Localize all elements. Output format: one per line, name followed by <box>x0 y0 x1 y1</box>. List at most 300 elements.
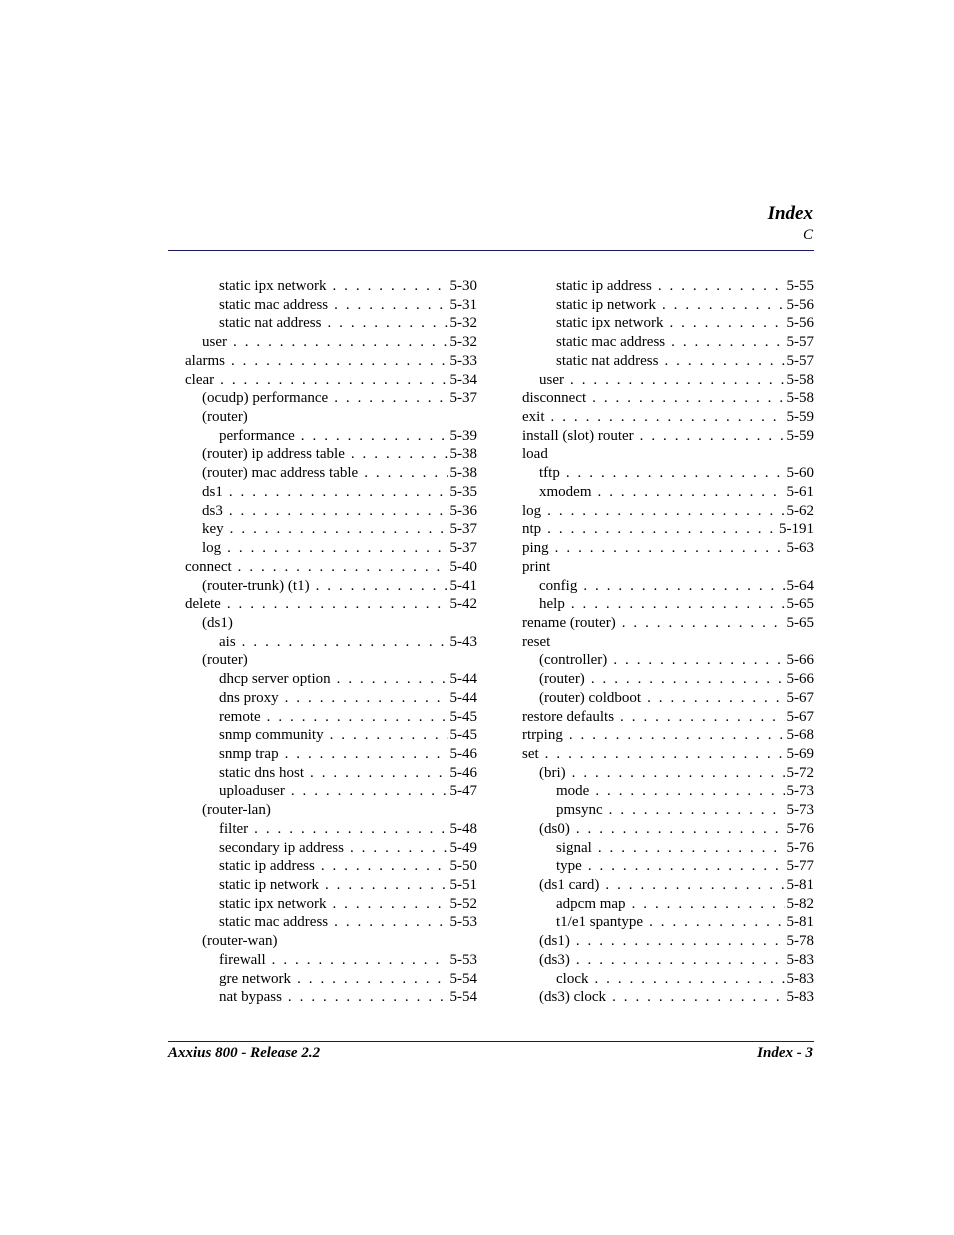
index-page-ref: 5-38 <box>449 465 477 482</box>
index-page-ref: 5-37 <box>449 540 477 557</box>
index-term: nat bypass <box>219 989 282 1006</box>
index-term: (router) <box>202 409 248 426</box>
index-entry <box>522 895 814 914</box>
index-entry <box>522 520 814 539</box>
index-page-ref: 5-191 <box>779 521 814 538</box>
index-term: mode <box>556 783 590 800</box>
index-page-ref: 5-56 <box>786 296 814 313</box>
index-term: config <box>539 577 578 594</box>
index-term: (bri) <box>539 764 566 781</box>
index-entry <box>185 333 477 352</box>
index-page-ref: 5-45 <box>449 708 477 725</box>
index-term: (ds0) <box>539 820 570 837</box>
dot-leader <box>327 314 447 333</box>
index-entry <box>185 296 477 315</box>
index-term: ds1 <box>202 483 223 500</box>
index-page-ref: 5-38 <box>449 446 477 463</box>
index-entry <box>185 970 477 989</box>
index-page-ref: 5-73 <box>786 802 814 819</box>
index-page-ref: 5-48 <box>449 820 477 837</box>
index-page-ref: 5-63 <box>786 540 814 557</box>
index-entry <box>185 577 477 596</box>
index-page-ref: 5-58 <box>786 390 814 407</box>
index-term: secondary ip address <box>219 839 344 856</box>
index-entry <box>185 539 477 558</box>
index-page-ref: 5-60 <box>786 465 814 482</box>
index-entry <box>522 296 814 315</box>
index-term: (ds1 card) <box>539 877 600 893</box>
dot-leader <box>242 633 448 652</box>
index-page-ref: 5-65 <box>786 596 814 613</box>
index-entry <box>185 352 477 371</box>
dot-leader <box>622 614 785 633</box>
footer-rule <box>168 1041 814 1042</box>
index-term: static ip address <box>219 858 315 875</box>
index-page-ref: 5-56 <box>786 315 814 332</box>
index-column-right <box>522 277 814 1007</box>
index-entry <box>185 764 477 783</box>
index-entry <box>185 445 477 464</box>
index-page-ref: 5-83 <box>786 989 814 1006</box>
index-term: static ip network <box>556 296 656 313</box>
index-term: ntp <box>522 521 542 538</box>
index-term: disconnect <box>522 390 587 407</box>
index-entry <box>522 651 814 670</box>
index-term: load <box>522 446 548 463</box>
index-term: connect <box>185 558 232 575</box>
dot-leader <box>594 970 784 989</box>
index-entry <box>522 708 814 727</box>
dot-leader <box>576 951 785 970</box>
index-term: (ds1) <box>539 933 570 950</box>
dot-leader <box>649 913 784 932</box>
index-entry <box>185 558 477 577</box>
index-entry <box>185 820 477 839</box>
index-page-ref: 5-66 <box>786 671 814 688</box>
section-letter: C <box>802 227 813 243</box>
index-page-ref: 5-53 <box>449 914 477 931</box>
dot-leader <box>297 970 447 989</box>
page-title: Index <box>767 203 813 224</box>
index-page-ref: 5-39 <box>449 427 477 444</box>
index-page-ref: 5-49 <box>449 839 477 856</box>
index-page-ref: 5-53 <box>449 951 477 968</box>
dot-leader <box>337 670 448 689</box>
index-entry <box>185 277 477 296</box>
index-entry <box>185 839 477 858</box>
index-term: (router) mac address table <box>202 465 359 482</box>
index-term: static ipx network <box>556 315 664 332</box>
index-term: uploaduser <box>219 783 285 800</box>
footer-page-number: Index - 3 <box>757 1045 813 1061</box>
index-entry <box>522 577 814 596</box>
index-term: ais <box>219 633 236 650</box>
dot-leader <box>551 408 785 427</box>
index-page-ref: 5-52 <box>449 895 477 912</box>
index-entry <box>522 408 814 427</box>
dot-leader <box>620 708 784 727</box>
dot-leader <box>316 577 448 596</box>
footer-doc-title: Axxius 800 - Release 2.2 <box>168 1045 321 1061</box>
dot-leader <box>613 651 784 670</box>
index-entry <box>185 633 477 652</box>
index-page-ref: 5-77 <box>786 858 814 875</box>
dot-leader <box>547 502 784 521</box>
index-entry <box>522 558 814 577</box>
index-term: type <box>556 858 582 875</box>
index-entry <box>522 820 814 839</box>
dot-leader <box>332 895 447 914</box>
index-entry <box>522 314 814 333</box>
index-page-ref: 5-57 <box>786 334 814 351</box>
index-entry <box>185 464 477 483</box>
index-entry <box>185 857 477 876</box>
index-entry <box>185 708 477 727</box>
dot-leader <box>576 932 785 951</box>
index-entry <box>185 614 477 633</box>
dot-leader <box>233 333 448 352</box>
index-page-ref: 5-83 <box>786 970 814 987</box>
index-term: dns proxy <box>219 689 279 706</box>
index-page-ref: 5-59 <box>786 427 814 444</box>
index-entry <box>522 801 814 820</box>
dot-leader <box>576 820 785 839</box>
index-page-ref: 5-40 <box>449 558 477 575</box>
index-term: xmodem <box>539 483 592 500</box>
dot-leader <box>321 857 448 876</box>
index-entry <box>522 633 814 652</box>
dot-leader <box>334 913 447 932</box>
dot-leader <box>310 764 448 783</box>
index-page-ref: 5-30 <box>449 278 477 294</box>
index-page-ref: 5-58 <box>786 371 814 388</box>
dot-leader <box>598 839 785 858</box>
dot-leader <box>571 595 785 614</box>
index-page-ref: 5-41 <box>449 577 477 594</box>
index-term: (router) ip address table <box>202 446 345 463</box>
index-entry <box>185 988 477 1007</box>
index-page-ref: 5-78 <box>786 933 814 950</box>
index-page-ref: 5-54 <box>449 970 477 987</box>
index-entry <box>522 932 814 951</box>
index-entry <box>185 520 477 539</box>
dot-leader <box>332 277 447 296</box>
index-term: ds3 <box>202 502 223 519</box>
index-entry <box>522 483 814 502</box>
index-term: t1/e1 spantype <box>556 914 644 931</box>
index-term: gre network <box>219 970 292 987</box>
index-term: tftp <box>539 465 560 482</box>
dot-leader <box>545 745 785 764</box>
index-term: signal <box>556 839 592 856</box>
index-entry <box>522 445 814 464</box>
dot-leader <box>609 801 785 820</box>
dot-leader <box>612 988 784 1007</box>
index-term: (router-lan) <box>202 802 271 819</box>
dot-leader <box>351 445 448 464</box>
index-entry <box>185 876 477 895</box>
index-page-ref: 5-57 <box>786 352 814 369</box>
index-entry <box>185 408 477 427</box>
dot-leader <box>220 371 447 390</box>
dot-leader <box>254 820 447 839</box>
index-term: remote <box>219 708 261 725</box>
index-entry <box>522 389 814 408</box>
index-term: firewall <box>219 951 266 968</box>
index-page-ref: 5-82 <box>786 895 814 912</box>
index-term: dhcp server option <box>219 671 331 688</box>
index-term: static nat address <box>219 315 322 332</box>
index-page-ref: 5-55 <box>786 278 814 294</box>
index-page-ref: 5-67 <box>786 689 814 706</box>
dot-leader <box>227 595 448 614</box>
index-page-ref: 5-44 <box>449 689 477 706</box>
dot-leader <box>569 726 785 745</box>
index-term: (router-wan) <box>202 933 278 950</box>
index-entry <box>185 726 477 745</box>
dot-leader <box>288 988 448 1007</box>
dot-leader <box>662 296 785 315</box>
index-page-ref: 5-73 <box>786 783 814 800</box>
index-entry <box>185 595 477 614</box>
index-entry <box>522 539 814 558</box>
index-term: static mac address <box>219 914 329 931</box>
dot-leader <box>229 502 448 521</box>
index-term: key <box>202 521 224 538</box>
dot-leader <box>364 464 447 483</box>
dot-leader <box>598 483 785 502</box>
index-entry <box>185 745 477 764</box>
index-page-ref: 5-50 <box>449 858 477 875</box>
index-entry <box>185 371 477 390</box>
dot-leader <box>572 764 785 783</box>
index-term: clear <box>185 371 215 388</box>
dot-leader <box>669 314 784 333</box>
dot-leader <box>227 539 447 558</box>
index-term: print <box>522 558 551 575</box>
dot-leader <box>547 520 777 539</box>
index-term: (router) coldboot <box>539 689 642 706</box>
dot-leader <box>592 389 784 408</box>
index-entry <box>522 427 814 446</box>
index-term: reset <box>522 633 551 650</box>
index-term: exit <box>522 409 545 426</box>
index-entry <box>522 614 814 633</box>
index-entry <box>185 782 477 801</box>
dot-leader <box>350 839 448 858</box>
dot-leader <box>583 577 784 596</box>
index-term: rtrping <box>522 727 563 744</box>
index-term: snmp trap <box>219 745 279 762</box>
index-page-ref: 5-32 <box>449 334 477 351</box>
dot-leader <box>267 708 448 727</box>
index-page-ref: 5-76 <box>786 839 814 856</box>
dot-leader <box>671 333 784 352</box>
dot-leader <box>330 726 448 745</box>
index-page-ref: 5-46 <box>449 745 477 762</box>
dot-leader <box>566 464 785 483</box>
index-term: (ds3) clock <box>539 989 607 1006</box>
index-page-ref: 5-61 <box>786 483 814 500</box>
index-term: install (slot) router <box>522 427 634 444</box>
index-page-ref: 5-59 <box>786 409 814 426</box>
index-term: (ocudp) performance <box>202 390 329 407</box>
index-entry <box>185 427 477 446</box>
index-entry <box>522 371 814 390</box>
index-page-ref: 5-81 <box>786 877 814 893</box>
index-term: static ipx network <box>219 278 327 294</box>
dot-leader <box>591 670 785 689</box>
index-term: log <box>522 502 542 519</box>
index-term: help <box>539 596 565 613</box>
index-page-ref: 5-72 <box>786 764 814 781</box>
index-page-ref: 5-66 <box>786 652 814 669</box>
index-term: alarms <box>185 352 225 369</box>
index-page-ref: 5-47 <box>449 783 477 800</box>
index-entry <box>522 670 814 689</box>
index-column-left <box>185 277 477 1007</box>
index-page-ref: 5-45 <box>449 727 477 744</box>
index-term: static mac address <box>219 296 329 313</box>
index-entry <box>185 651 477 670</box>
index-page-ref: 5-54 <box>449 989 477 1006</box>
index-entry <box>185 951 477 970</box>
dot-leader <box>334 389 447 408</box>
dot-leader <box>285 745 448 764</box>
index-term: static ip address <box>556 278 652 294</box>
index-entry <box>522 764 814 783</box>
index-entry <box>185 801 477 820</box>
dot-leader <box>647 689 784 708</box>
index-page-ref: 5-35 <box>449 483 477 500</box>
index-term: static mac address <box>556 334 666 351</box>
dot-leader <box>238 558 448 577</box>
dot-leader <box>291 782 448 801</box>
index-term: (router-trunk) (t1) <box>202 577 310 594</box>
dot-leader <box>570 371 785 390</box>
dot-leader <box>285 689 448 708</box>
index-page-ref: 5-42 <box>449 596 477 613</box>
index-page-ref: 5-46 <box>449 764 477 781</box>
index-entry <box>185 502 477 521</box>
index-page-ref: 5-31 <box>449 296 477 313</box>
index-entry <box>522 913 814 932</box>
index-entry <box>522 726 814 745</box>
index-entry <box>522 876 814 895</box>
index-term: clock <box>556 970 589 987</box>
index-term: (ds3) <box>539 951 570 968</box>
index-term: (router) <box>539 671 585 688</box>
index-term: static ipx network <box>219 895 327 912</box>
index-page-ref: 5-32 <box>449 315 477 332</box>
index-entry <box>522 333 814 352</box>
index-term: user <box>202 334 227 351</box>
index-entry <box>185 314 477 333</box>
dot-leader <box>334 296 447 315</box>
dot-leader <box>231 352 448 371</box>
dot-leader <box>325 876 448 895</box>
index-page-ref: 5-37 <box>449 521 477 538</box>
index-term: delete <box>185 596 221 613</box>
index-entry <box>522 782 814 801</box>
dot-leader <box>272 951 448 970</box>
index-term: restore defaults <box>522 708 615 725</box>
index-entry <box>522 951 814 970</box>
index-term: pmsync <box>556 802 603 819</box>
index-entry <box>185 895 477 914</box>
index-term: filter <box>219 820 249 837</box>
index-term: adpcm map <box>556 895 626 912</box>
index-entry <box>185 483 477 502</box>
index-term: user <box>539 371 564 388</box>
index-entry <box>522 502 814 521</box>
index-page-ref: 5-36 <box>449 502 477 519</box>
index-term: set <box>522 745 539 762</box>
index-entry <box>185 932 477 951</box>
index-page-ref: 5-76 <box>786 820 814 837</box>
index-term: snmp community <box>219 727 324 744</box>
index-term: log <box>202 540 222 557</box>
index-page-ref: 5-83 <box>786 951 814 968</box>
index-page-ref: 5-68 <box>786 727 814 744</box>
index-term: static nat address <box>556 352 659 369</box>
index-page-ref: 5-34 <box>449 371 477 388</box>
index-page-ref: 5-33 <box>449 352 477 369</box>
index-entry <box>185 670 477 689</box>
index-term: static dns host <box>219 764 304 781</box>
index-entry <box>522 970 814 989</box>
index-term: ping <box>522 540 549 557</box>
index-term: performance <box>219 427 295 444</box>
index-page-ref: 5-37 <box>449 390 477 407</box>
dot-leader <box>555 539 785 558</box>
index-entry <box>522 464 814 483</box>
index-entry <box>185 689 477 708</box>
index-entry <box>522 352 814 371</box>
index-page-ref: 5-51 <box>449 877 477 893</box>
index-page-ref: 5-69 <box>786 745 814 762</box>
index-entry <box>522 988 814 1007</box>
index-term: rename (router) <box>522 614 616 631</box>
index-page-ref: 5-67 <box>786 708 814 725</box>
index-term: (router) <box>202 652 248 669</box>
header-rule <box>168 250 814 251</box>
index-entry <box>185 389 477 408</box>
dot-leader <box>230 520 448 539</box>
index-entry <box>522 857 814 876</box>
dot-leader <box>640 427 785 446</box>
dot-leader <box>595 782 784 801</box>
index-page-ref: 5-62 <box>786 502 814 519</box>
dot-leader <box>664 352 784 371</box>
index-page-ref: 5-81 <box>786 914 814 931</box>
index-page-ref: 5-64 <box>786 577 814 594</box>
index-page-ref: 5-44 <box>449 671 477 688</box>
index-term: (controller) <box>539 652 608 669</box>
dot-leader <box>229 483 448 502</box>
dot-leader <box>632 895 785 914</box>
index-term: (ds1) <box>202 614 233 631</box>
index-entry <box>522 277 814 296</box>
index-term: static ip network <box>219 877 319 893</box>
index-page-ref: 5-43 <box>449 633 477 650</box>
dot-leader <box>605 876 784 895</box>
index-page-ref: 5-65 <box>786 614 814 631</box>
dot-leader <box>588 857 785 876</box>
index-entry <box>522 839 814 858</box>
index-entry <box>522 595 814 614</box>
index-entry <box>522 689 814 708</box>
